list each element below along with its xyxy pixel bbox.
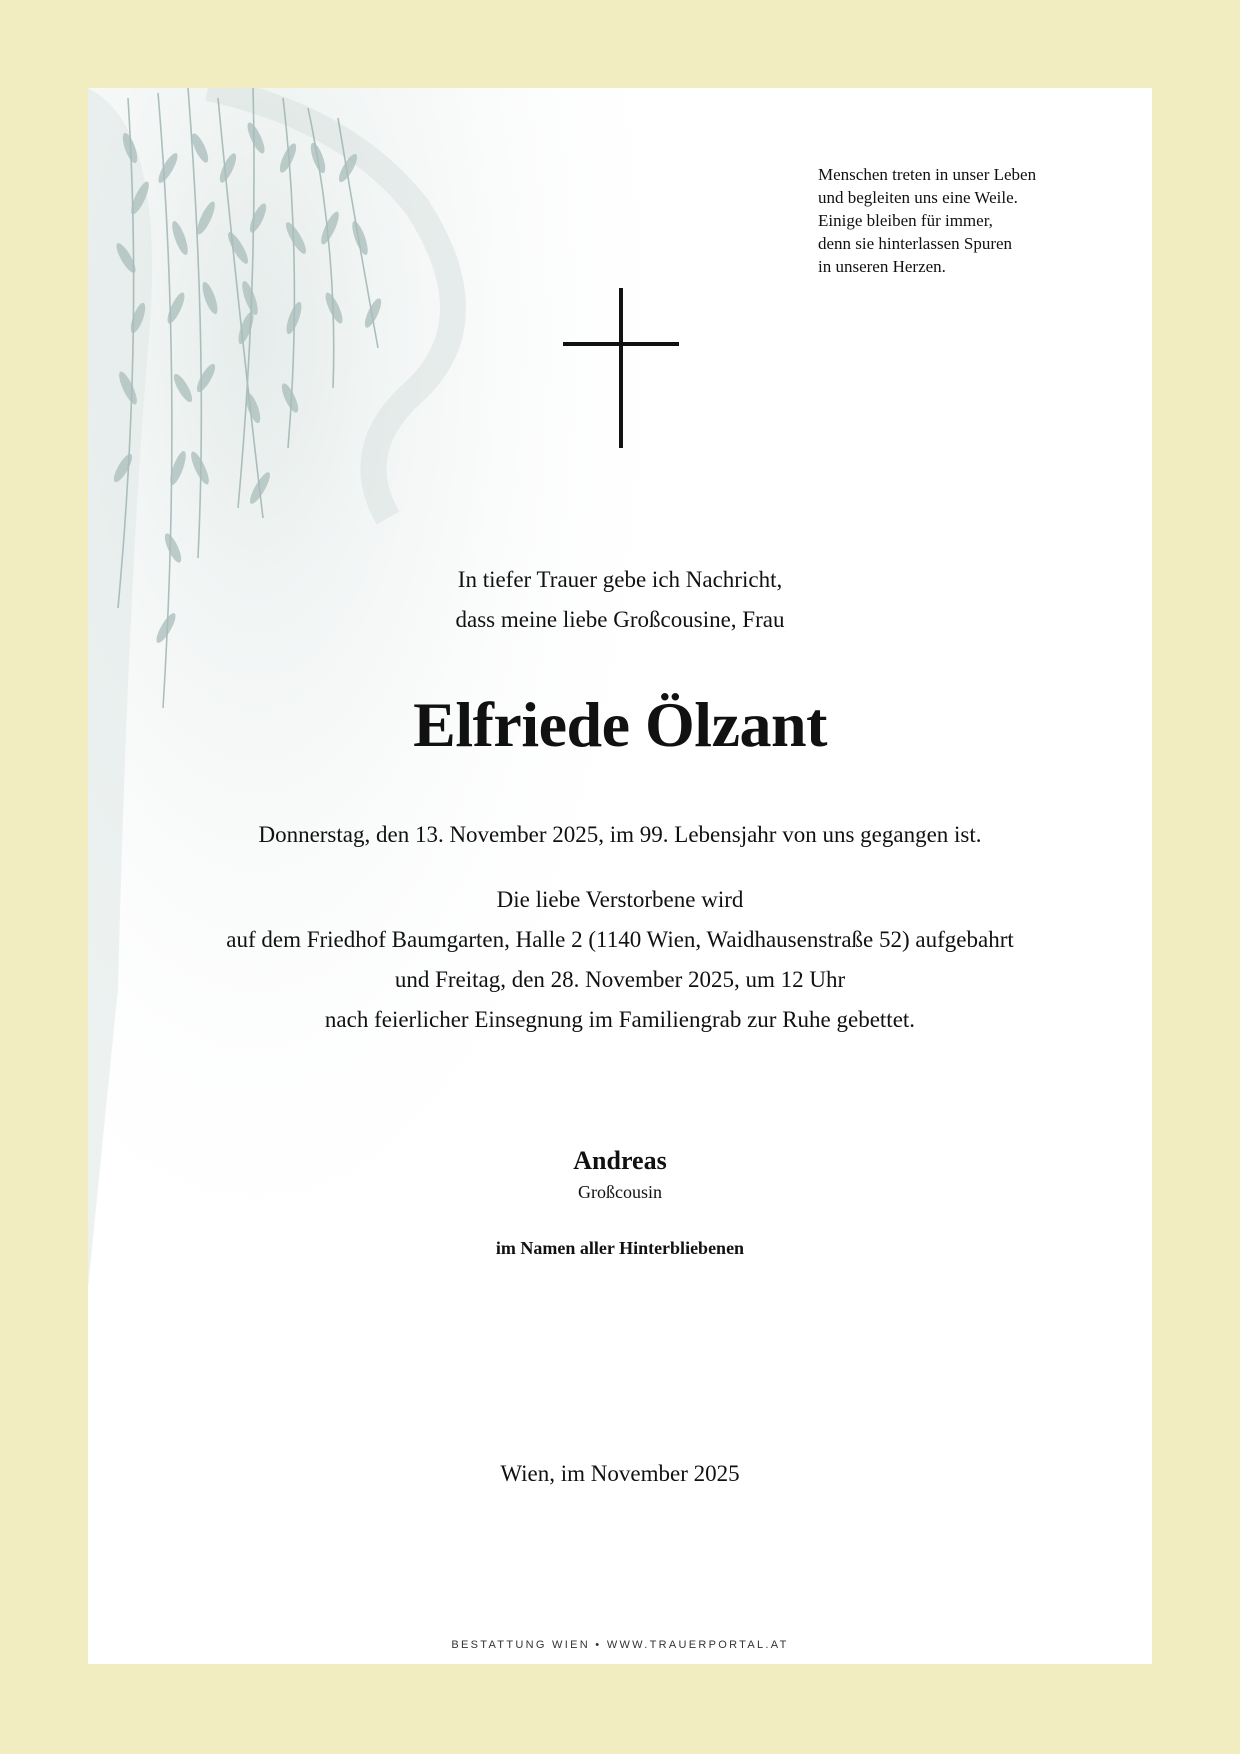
footer-imprint: BESTATTUNG WIEN • WWW.TRAUERPORTAL.AT — [451, 1639, 789, 1651]
on-behalf-note: im Namen aller Hinterbliebenen — [495, 1238, 745, 1258]
obituary-card — [88, 88, 1152, 1664]
cross-icon — [563, 288, 679, 448]
memorial-poem: Menschen treten in unser Leben und begleiten uns eine Weile. Einige bleiben für immer, denn sie hinterlassen Spuren in unseren Herzen. — [818, 165, 1037, 276]
funeral-details: Die liebe Verstorbene wird auf dem Friedhof Baumgarten, Halle 2 (1140 Wien, Waidhausenstraße 52) aufgebahrt und Freitag, den 28. November 2025, um 12 Uhr nach feierlicher Einsegnung im Familiengrab zur Ruhe gebettet. — [226, 887, 1014, 1032]
deceased-name: Elfriede Ölzant — [413, 689, 827, 760]
death-notice: Donnerstag, den 13. November 2025, im 99. Lebensjahr von uns gegangen ist. — [258, 822, 982, 847]
signer-relation: Großcousin — [578, 1182, 662, 1202]
place-and-date: Wien, im November 2025 — [500, 1461, 740, 1486]
signer-name: Andreas — [573, 1146, 667, 1175]
announcement-intro: In tiefer Trauer gebe ich Nachricht, dass meine liebe Großcousine, Frau — [455, 567, 785, 632]
